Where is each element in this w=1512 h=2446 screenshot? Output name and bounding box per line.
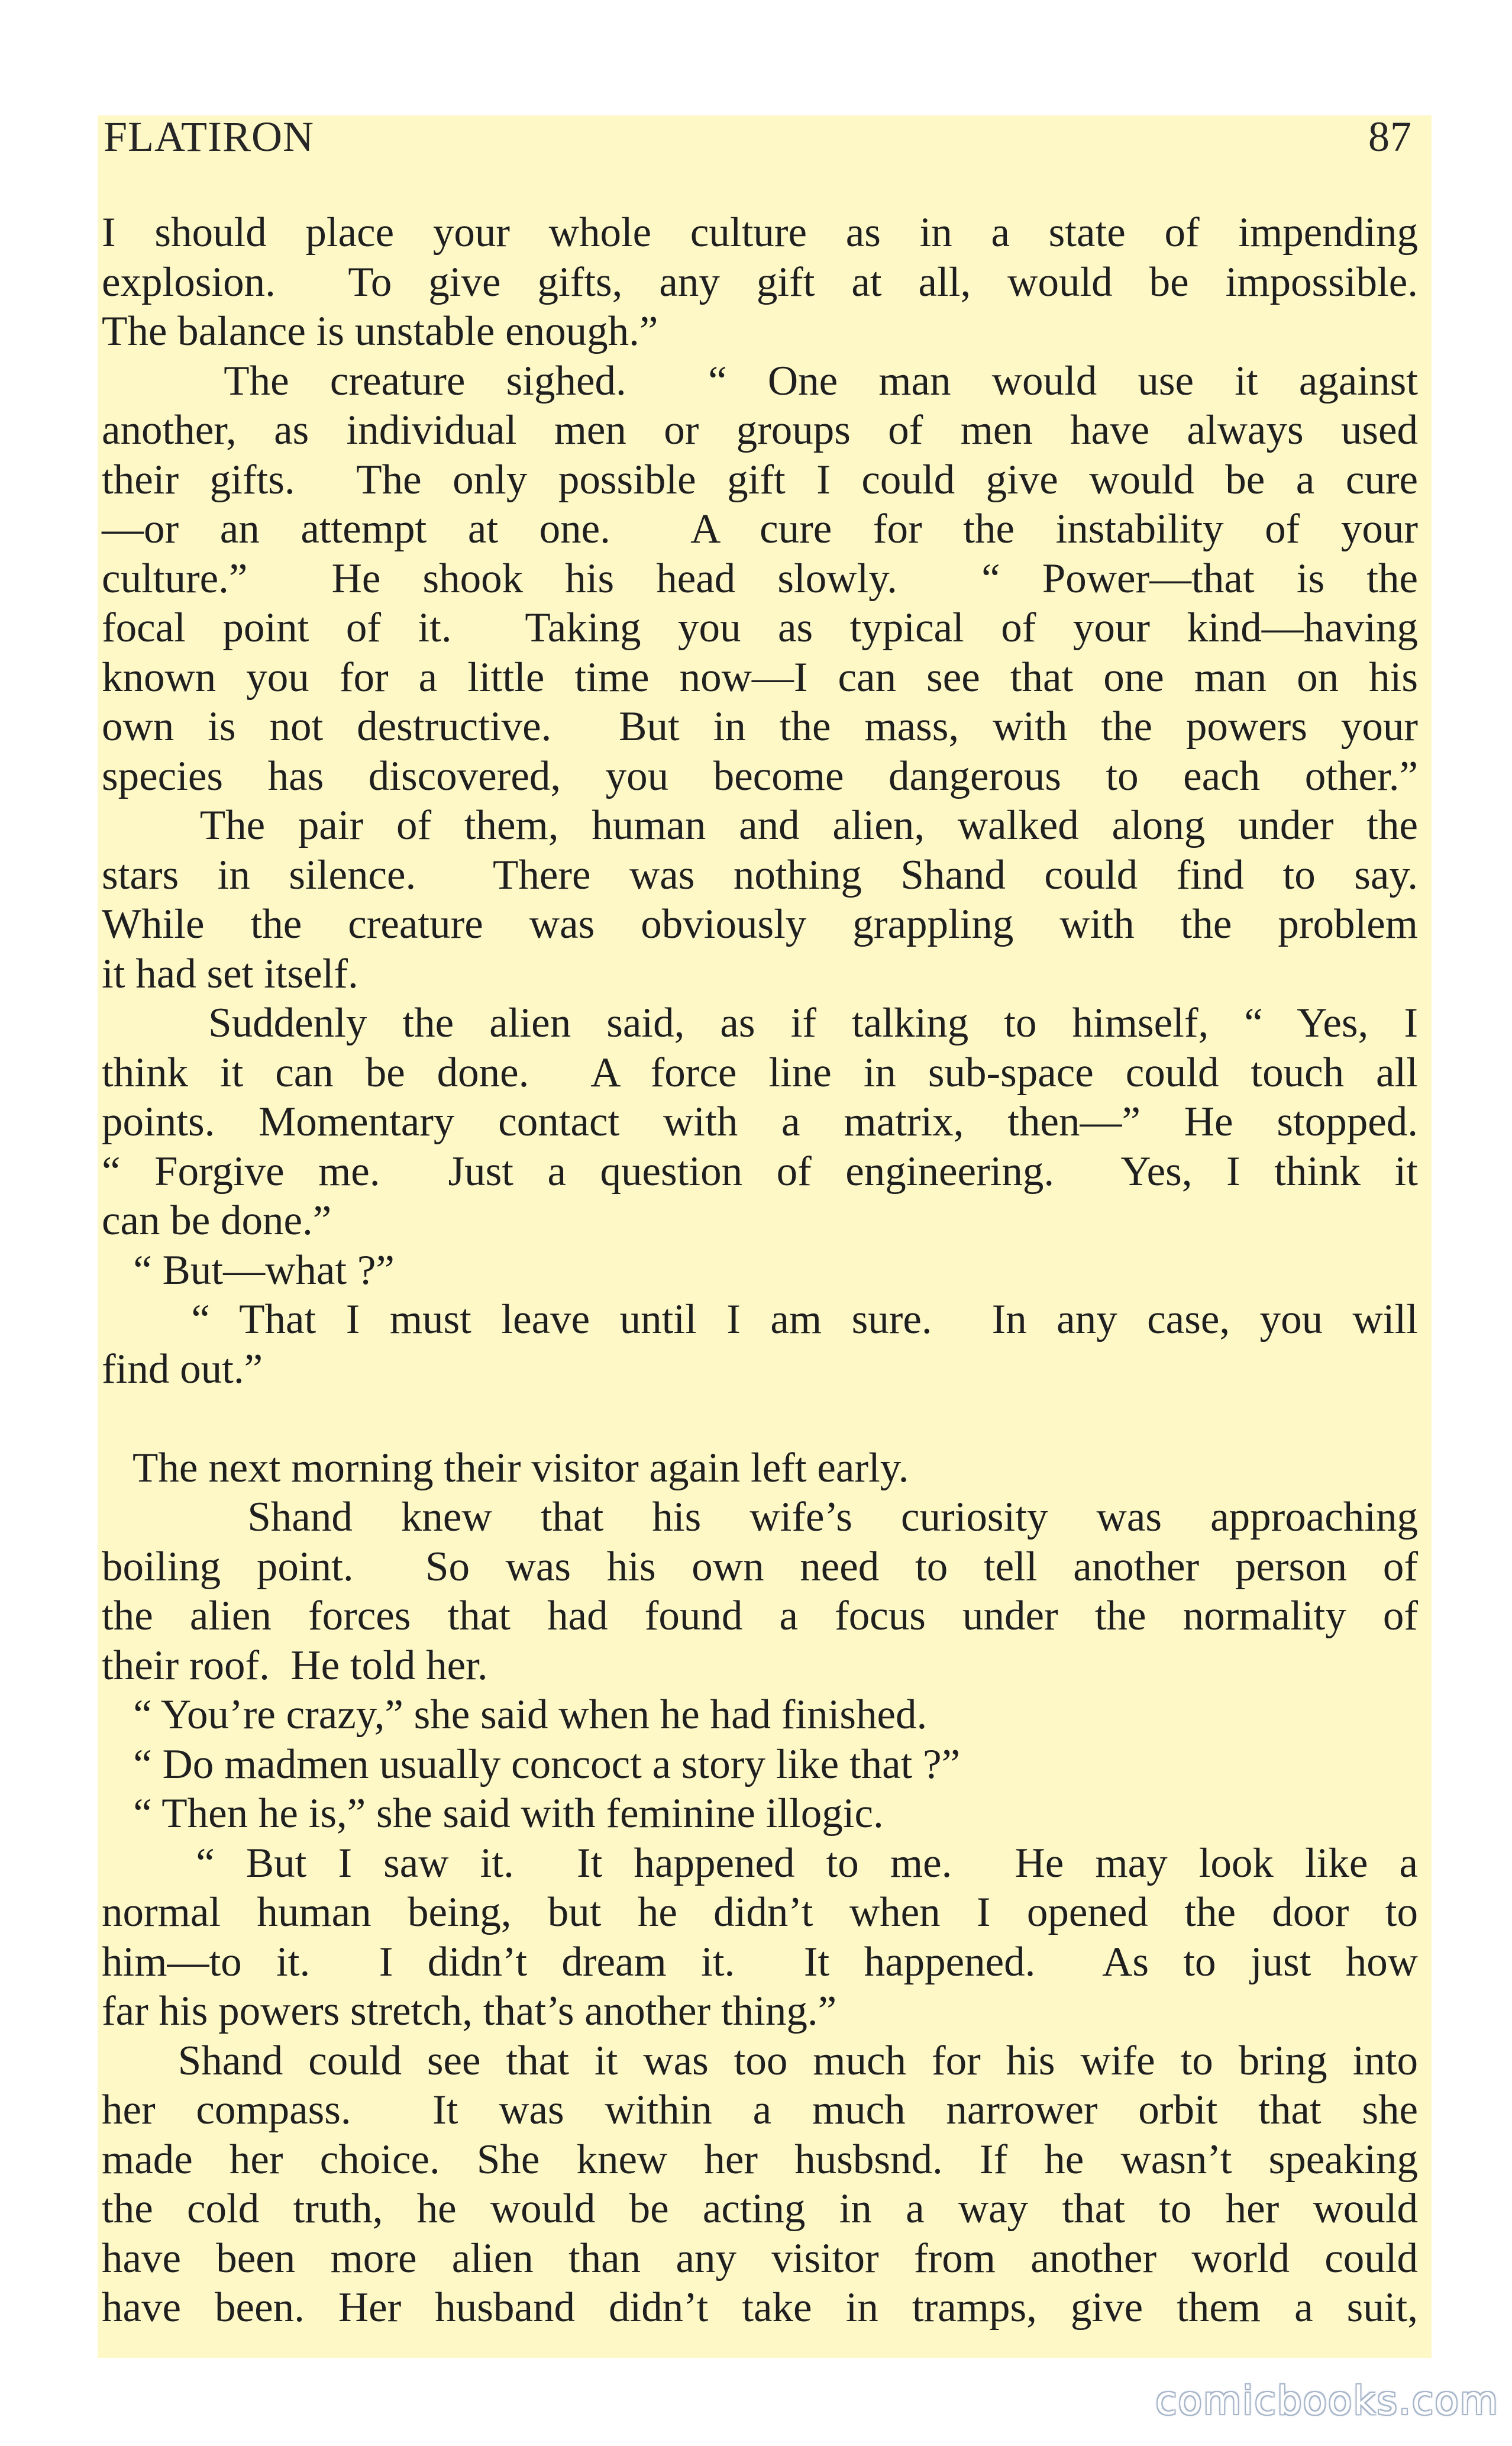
text-line: have been. Her husband didn’t take in tramps, give them a suit, — [102, 2284, 1418, 2331]
text-line: the alien forces that had found a focus under the normality of — [102, 1593, 1418, 1639]
text-line: The creature sighed. “ One man would use it against — [102, 357, 1418, 404]
text-line: stars in silence. There was nothing Shand could find to say. — [102, 851, 1418, 898]
text-line: “ But I saw it. It happened to me. He may look like a — [102, 1840, 1418, 1886]
text-line: own is not destructive. But in the mass, with the powers your — [102, 704, 1418, 750]
text-line: another, as individual men or groups of men have always used — [102, 407, 1418, 453]
text-line: culture.” He shook his head slowly. “ Power—that is the — [102, 555, 1418, 602]
text-line — [102, 1394, 1418, 1444]
text-line: While the creature was obviously grappling with the problem — [102, 901, 1418, 947]
text-line: far his powers stretch, that’s another thing.” — [102, 1988, 837, 2034]
text-line: it had set itself. — [102, 950, 358, 997]
text-line: find out.” — [102, 1345, 263, 1392]
text-line: her compass. It was within a much narrower orbit that she — [102, 2087, 1418, 2133]
chapter-title: FLATIRON — [104, 113, 315, 160]
text-line: The pair of them, human and alien, walked along under the — [102, 802, 1418, 848]
text-line: can be done.” — [102, 1198, 332, 1244]
text-line: “ That I must leave until I am sure. In any case, you will — [102, 1296, 1418, 1343]
text-line: “ But—what ?” — [102, 1247, 395, 1293]
text-line: the cold truth, he would be acting in a way that to her would — [102, 2186, 1418, 2232]
text-line: The balance is unstable enough.” — [102, 308, 658, 354]
text-line: him—to it. I didn’t dream it. It happened. As to just how — [102, 1938, 1418, 1985]
text-line: made her choice. She knew her husbsnd. If he wasn’t speaking — [102, 2136, 1418, 2183]
text-line: boiling point. So was his own need to tell another person of — [102, 1543, 1418, 1590]
text-line: species has discovered, you become dangerous to each other.” — [102, 753, 1418, 799]
text-line: Shand could see that it was too much for his wife to bring into — [102, 2037, 1418, 2084]
watermark: comicbooks.com — [1155, 2378, 1499, 2424]
text-line: have been more alien than any visitor from another world could — [102, 2235, 1418, 2282]
text-line: “ Forgive me. Just a question of engineering. Yes, I think it — [102, 1148, 1418, 1195]
text-line: The next morning their visitor again left early. — [102, 1444, 909, 1491]
text-line: think it can be done. A force line in sub-space could touch all — [102, 1049, 1418, 1096]
text-line: Suddenly the alien said, as if talking to himself, “ Yes, I — [102, 1000, 1418, 1046]
text-line: “ Then he is,” she said with feminine illogic. — [102, 1790, 884, 1837]
page-number: 87 — [1368, 113, 1412, 160]
text-line: Shand knew that his wife’s curiosity was approaching — [102, 1494, 1418, 1540]
text-line: “ You’re crazy,” she said when he had finished. — [102, 1692, 928, 1738]
text-line: normal human being, but he didn’t when I opened the door to — [102, 1889, 1418, 1935]
running-header — [104, 112, 1412, 172]
text-line: their roof. He told her. — [102, 1642, 488, 1689]
text-line: I should place your whole culture as in a state of impending — [102, 209, 1418, 256]
text-line: —or an attempt at one. A cure for the instability of your — [102, 506, 1418, 552]
text-line: explosion. To give gifts, any gift at all, would be impossible. — [102, 259, 1418, 305]
text-line: focal point of it. Taking you as typical of your kind—having — [102, 605, 1418, 651]
text-line: their gifts. The only possible gift I could give would be a cure — [102, 456, 1418, 503]
text-line: known you for a little time now—I can see that one man on his — [102, 654, 1418, 701]
page-body-text — [102, 208, 1418, 2333]
text-line: points. Momentary contact with a matrix, then—” He stopped. — [102, 1099, 1418, 1145]
text-line: “ Do madmen usually concoct a story like that ?” — [102, 1741, 961, 1787]
